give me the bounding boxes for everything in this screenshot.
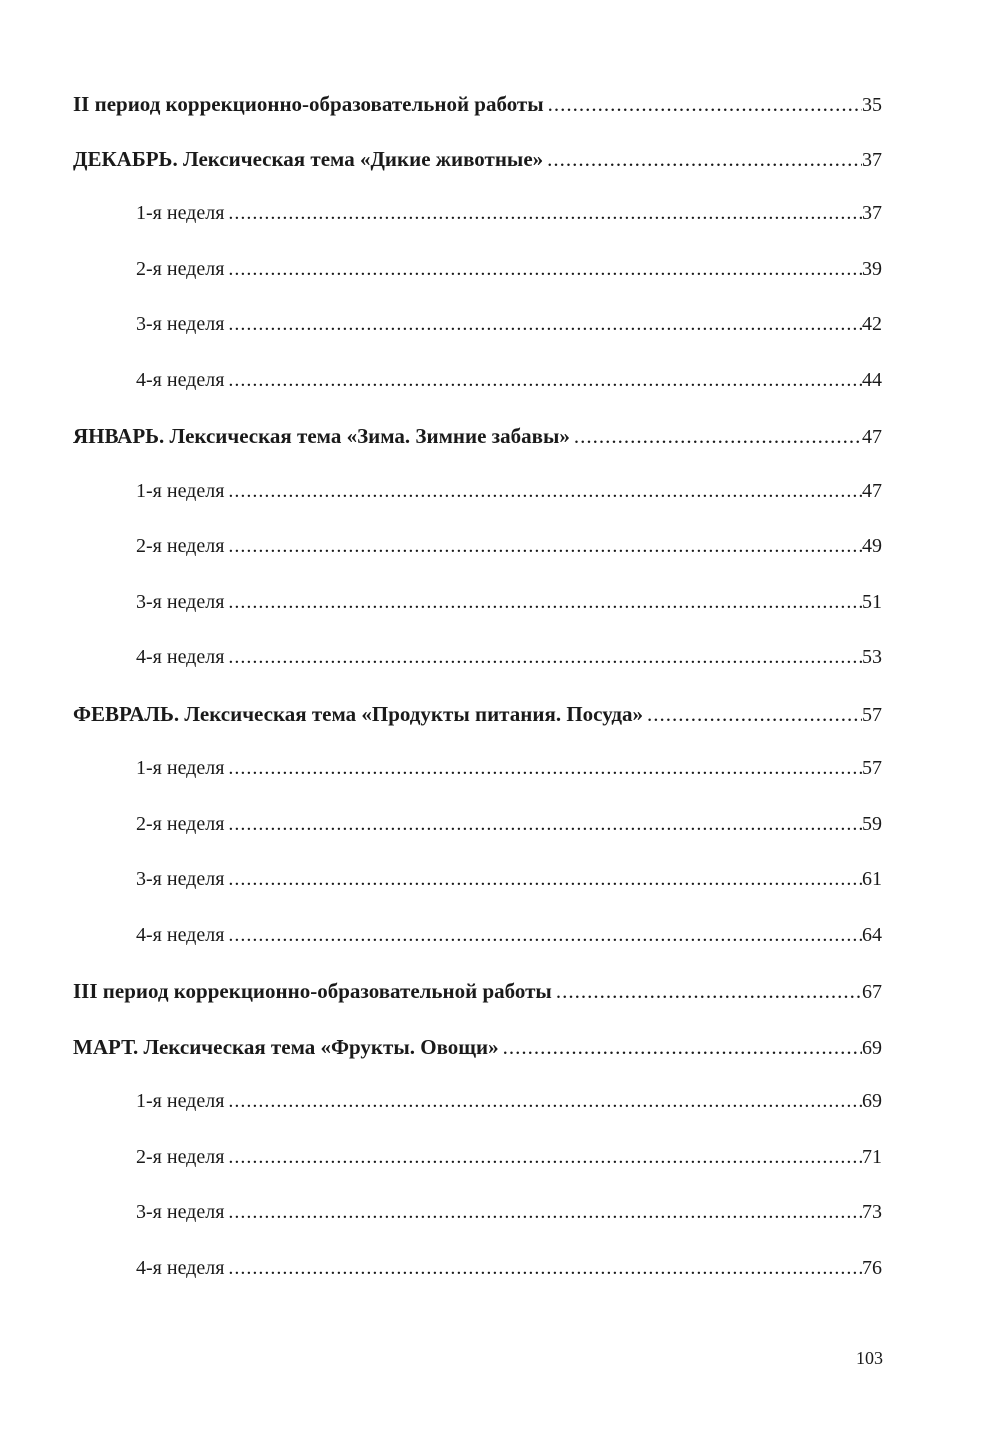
- toc-entry: [136, 591, 882, 621]
- toc-entry: [73, 1035, 882, 1065]
- toc-entry-label: 2-я неделя: [136, 535, 225, 557]
- toc-leader-dots: [574, 424, 862, 449]
- toc-leader-dots: [228, 813, 862, 836]
- toc-leader-dots: [228, 480, 862, 503]
- toc-entry-label: 4-я неделя: [136, 646, 225, 668]
- toc-entry-page: 37: [862, 202, 882, 224]
- toc-entry-label: МАРТ. Лексическая тема «Фрукты. Овощи»: [73, 1035, 499, 1059]
- toc-leader-dots: [547, 147, 862, 172]
- toc-entry-page: 44: [862, 369, 882, 391]
- toc-entry: [73, 147, 882, 177]
- toc-entry-page: 47: [862, 480, 882, 502]
- toc-entry-page: 39: [862, 258, 882, 280]
- toc-entry-page: 35: [862, 94, 882, 116]
- toc-leader-dots: [228, 1146, 862, 1169]
- toc-entry: [136, 480, 882, 510]
- toc-leader-dots: [503, 1035, 862, 1060]
- toc-entry: [136, 646, 882, 676]
- toc-entry-label: 3-я неделя: [136, 868, 225, 890]
- toc-entry-label: 4-я неделя: [136, 369, 225, 391]
- toc-entry-label: 1-я неделя: [136, 202, 225, 224]
- toc-entry-page: 47: [862, 426, 882, 448]
- toc-entry-label: III период коррекционно-образовательной работы: [73, 979, 552, 1003]
- toc-leader-dots: [647, 702, 862, 727]
- toc-leader-dots: [228, 591, 862, 614]
- toc-entry-label: 1-я неделя: [136, 1090, 225, 1112]
- toc-entry-label: 1-я неделя: [136, 757, 225, 779]
- toc-entry-page: 42: [862, 313, 882, 335]
- toc-entry-label: ДЕКАБРЬ. Лексическая тема «Дикие животные»: [73, 147, 544, 171]
- toc-entry-page: 61: [862, 868, 882, 890]
- toc-entry-page: 59: [862, 813, 882, 835]
- toc-leader-dots: [228, 202, 862, 225]
- toc-leader-dots: [228, 313, 862, 336]
- toc-entry: [73, 702, 882, 732]
- toc-entry-page: 64: [862, 924, 882, 946]
- toc-entry-label: 4-я неделя: [136, 924, 225, 946]
- toc-entry-page: 69: [862, 1037, 882, 1059]
- toc-entry: [136, 1090, 882, 1120]
- toc-entry-label: 3-я неделя: [136, 591, 225, 613]
- toc-entry-label: 2-я неделя: [136, 813, 225, 835]
- toc-entry-label: ЯНВАРЬ. Лексическая тема «Зима. Зимние забавы»: [73, 424, 570, 448]
- toc-leader-dots: [548, 92, 862, 117]
- toc-entry-page: 67: [862, 981, 882, 1003]
- toc-entry: [136, 1257, 882, 1287]
- toc-entry-label: 2-я неделя: [136, 1146, 225, 1168]
- toc-leader-dots: [228, 535, 862, 558]
- toc-entry-page: 71: [862, 1146, 882, 1168]
- toc-leader-dots: [228, 1257, 862, 1280]
- toc-entry-label: II период коррекционно-образовательной работы: [73, 92, 544, 116]
- toc-leader-dots: [228, 369, 862, 392]
- toc-entry: [136, 535, 882, 565]
- toc-entry-page: 49: [862, 535, 882, 557]
- toc-entry-page: 73: [862, 1201, 882, 1223]
- toc-leader-dots: [228, 646, 862, 669]
- toc-leader-dots: [228, 1201, 862, 1224]
- toc-entry: [73, 979, 882, 1009]
- toc-entry-page: 57: [862, 704, 882, 726]
- toc-entry: [73, 92, 882, 122]
- toc-entry: [136, 202, 882, 232]
- toc-entry-label: 3-я неделя: [136, 1201, 225, 1223]
- toc-entry: [73, 424, 882, 454]
- toc-entry: [136, 813, 882, 843]
- toc-entry-page: 57: [862, 757, 882, 779]
- toc-entry-label: 2-я неделя: [136, 258, 225, 280]
- toc-entry-label: ФЕВРАЛЬ. Лексическая тема «Продукты питания. Посуда»: [73, 702, 643, 726]
- toc-entry: [136, 313, 882, 343]
- toc-leader-dots: [228, 258, 862, 281]
- toc-entry: [136, 1146, 882, 1176]
- toc-entry: [136, 924, 882, 954]
- toc-entry-label: 3-я неделя: [136, 313, 225, 335]
- toc-entry-page: 37: [862, 149, 882, 171]
- toc-entry: [136, 1201, 882, 1231]
- toc-entry: [136, 258, 882, 288]
- toc-leader-dots: [228, 868, 862, 891]
- toc-entry-page: 76: [862, 1257, 882, 1279]
- page-number: 103: [856, 1348, 883, 1368]
- toc-entry-page: 51: [862, 591, 882, 613]
- toc-entry: [136, 868, 882, 898]
- toc-leader-dots: [228, 924, 862, 947]
- toc-entry-label: 1-я неделя: [136, 480, 225, 502]
- toc-entry: [136, 369, 882, 399]
- toc-leader-dots: [228, 1090, 862, 1113]
- toc-entry-page: 69: [862, 1090, 882, 1112]
- toc-leader-dots: [556, 979, 862, 1004]
- toc-entry-label: 4-я неделя: [136, 1257, 225, 1279]
- toc-entry: [136, 757, 882, 787]
- toc-entry-page: 53: [862, 646, 882, 668]
- toc-leader-dots: [228, 757, 862, 780]
